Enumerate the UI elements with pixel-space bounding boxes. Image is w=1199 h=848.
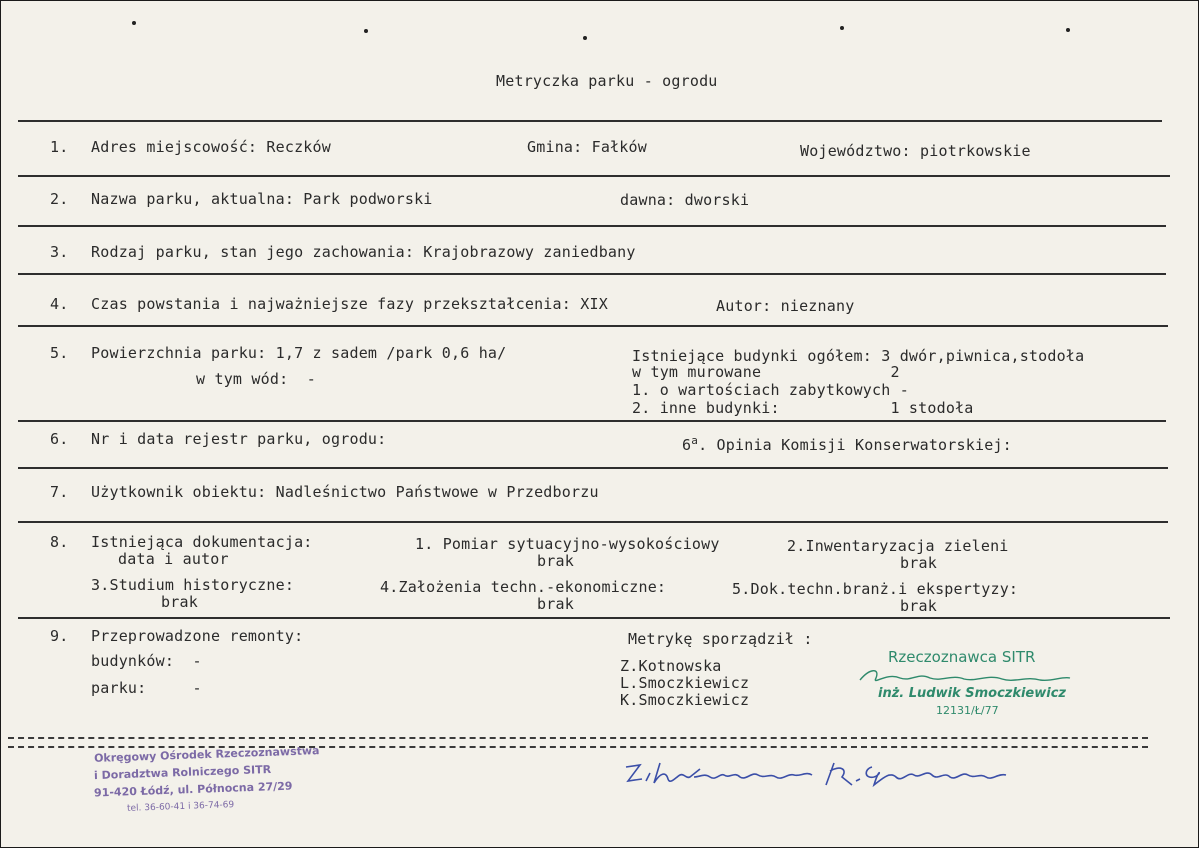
rule: [18, 175, 1170, 177]
greenery-value: brak: [900, 554, 937, 572]
row-number: 4.: [50, 295, 69, 313]
rule: [18, 273, 1166, 275]
author-name: K.Smoczkiewicz: [620, 691, 750, 709]
address-field: Adres miejscowość: Reczków: [91, 138, 331, 156]
gmina-field: Gmina: Fałków: [527, 138, 647, 156]
institution-stamp-line: i Doradztwa Rolniczego SITR: [93, 762, 272, 783]
survey-value: brak: [537, 552, 574, 570]
opinion-label: . Opinia Komisji Konserwatorskiej:: [698, 436, 1012, 454]
rule: [18, 467, 1168, 469]
separator-dashed: [8, 737, 1148, 739]
row-number: 6.: [50, 430, 69, 448]
opinion-number-sup: a: [691, 434, 699, 447]
institution-stamp-line: Okręgowy Ośrodek Rzeczoznawstwa: [93, 744, 320, 765]
prepared-by-label: Metrykę sporządził :: [628, 630, 813, 648]
owner-field: Użytkownik obiektu: Nadleśnictwo Państwowe w Przedborzu: [91, 483, 599, 501]
expertise-value: brak: [900, 597, 937, 615]
rule: [18, 420, 1166, 422]
expert-stamp-title: Rzeczoznawca SITR: [888, 648, 1036, 666]
punch-mark: [132, 21, 136, 25]
opinion-number: [682, 432, 1012, 454]
buildings-other: 2. inne budynki: 1 stodoła: [632, 399, 974, 417]
punch-mark: [1066, 28, 1070, 32]
row-number: 1.: [50, 138, 69, 156]
row-number: 7.: [50, 483, 69, 501]
history-value: brak: [161, 593, 198, 611]
survey-label: 1. Pomiar sytuacyjno-wysokościowy: [415, 535, 720, 553]
buildings-historic: 1. o wartościach zabytkowych -: [632, 381, 909, 399]
park-name-field: Nazwa parku, aktualna: Park podworski: [91, 190, 433, 208]
row-number: 5.: [50, 344, 69, 362]
greenery-label: 2.Inwentaryzacja zieleni: [787, 537, 1009, 555]
row-number: 8.: [50, 533, 69, 551]
opinion-number-digit: 6: [682, 436, 692, 454]
origin-time-field: Czas powstania i najważniejsze fazy przekształcenia: XIX: [91, 295, 608, 313]
documentation-sublabel: data i autor: [118, 550, 229, 568]
author-field: Autor: nieznany: [716, 297, 855, 315]
expertise-label: 5.Dok.techn.branż.i ekspertyzy:: [732, 580, 1019, 598]
rule: [18, 325, 1168, 327]
history-label: 3.Studium historyczne:: [91, 576, 295, 594]
expert-stamp-name: inż. Ludwik Smoczkiewicz: [878, 686, 1066, 701]
row-number: 2.: [50, 190, 69, 208]
row-number: 9.: [50, 627, 69, 645]
buildings-total: Istniejące budynki ogółem: 3 dwór,piwnica,stodoła: [632, 347, 1085, 365]
punch-mark: [583, 36, 587, 40]
punch-mark: [840, 26, 844, 30]
institution-stamp-line: tel. 36-60-41 i 36-74-69: [126, 800, 235, 814]
buildings-masonry: w tym murowane 2: [632, 363, 900, 381]
rule: [18, 120, 1162, 122]
rule: [18, 617, 1170, 619]
water-field: w tym wód: -: [196, 370, 316, 388]
tech-econ-label: 4.Założenia techn.-ekonomiczne:: [380, 578, 667, 596]
voivodeship-field: Województwo: piotrkowskie: [800, 142, 1031, 160]
repairs-label: Przeprowadzone remonty:: [91, 627, 304, 645]
expert-stamp-number: 12131/Ł/77: [936, 704, 999, 717]
institution-stamp-line: 91-420 Łódź, ul. Północna 27/29: [93, 779, 293, 800]
page-title: Metryczka parku - ogrodu: [496, 72, 718, 90]
repairs-park: parku: -: [91, 679, 202, 697]
rule: [18, 521, 1168, 523]
documentation-label: Istniejąca dokumentacja:: [91, 533, 313, 551]
handwritten-signatures: [620, 755, 1020, 795]
repairs-buildings: budynków: -: [91, 652, 202, 670]
rule: [18, 225, 1166, 227]
author-name: L.Smoczkiewicz: [620, 674, 750, 692]
punch-mark: [364, 29, 368, 33]
park-type-field: Rodzaj parku, stan jego zachowania: Krajobrazowy zaniedbany: [91, 243, 636, 261]
row-number: 3.: [50, 243, 69, 261]
area-field: Powierzchnia parku: 1,7 z sadem /park 0,6 ha/: [91, 344, 507, 362]
author-name: Z.Kotnowska: [620, 657, 722, 675]
tech-econ-value: brak: [537, 595, 574, 613]
register-field: Nr i data rejestr parku, ogrodu:: [91, 430, 387, 448]
former-name-field: dawna: dworski: [620, 191, 750, 209]
separator-dashed: [8, 746, 1148, 748]
